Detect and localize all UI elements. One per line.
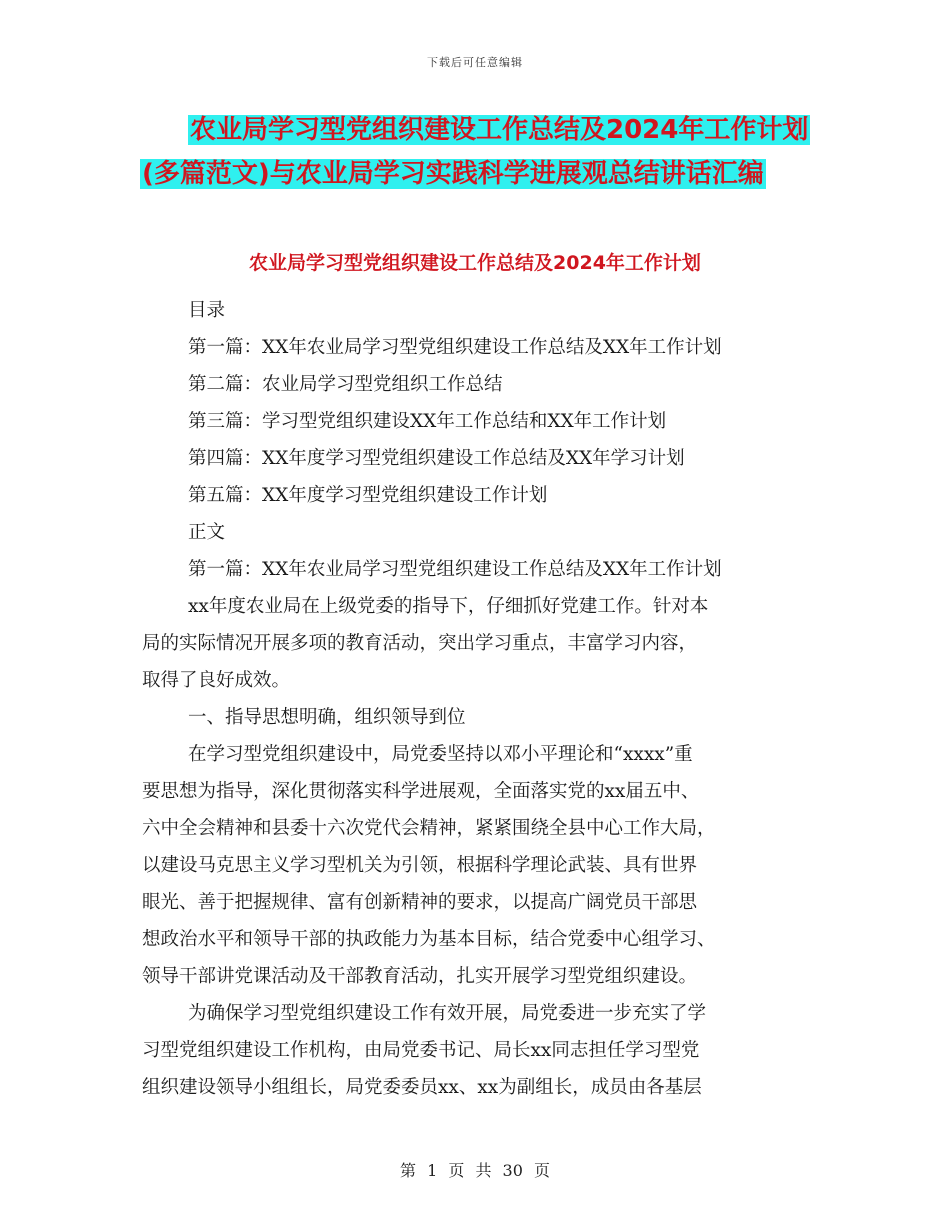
section-title: 农业局学习型党组织建设工作总结及2024年工作计划: [249, 252, 701, 274]
body-heading: 正文: [188, 522, 226, 543]
title-line-2-text: (多篇范文)与农业局学习实践科学进展观总结讲话汇编: [142, 159, 764, 189]
paragraph-line: 以建设马克思主义学习型机关为引领，根据科学理论武装、具有世界: [142, 855, 698, 876]
toc-item: 第四篇：XX年度学习型党组织建设工作总结及XX年学习计划: [188, 448, 685, 469]
paragraph-line: 为确保学习型党组织建设工作有效开展，局党委进一步充实了学: [188, 1003, 707, 1024]
paragraph-line: 要思想为指导，深化贯彻落实科学进展观，全面落实党的xx届五中、: [142, 781, 700, 802]
toc-item: 第二篇：农业局学习型党组织工作总结: [188, 374, 503, 395]
paragraph-line: 习型党组织建设工作机构，由局党委书记、局长xx同志担任学习型党: [142, 1040, 700, 1061]
paragraph-line: 领导干部讲党课活动及干部教育活动，扎实开展学习型党组织建设。: [142, 966, 698, 987]
toc-item: 第五篇：XX年度学习型党组织建设工作计划: [188, 485, 548, 506]
paragraph-line: xx年度农业局在上级党委的指导下，仔细抓好党建工作。针对本: [188, 596, 709, 617]
paragraph-line: 想政治水平和领导干部的执政能力为基本目标，结合党委中心组学习、: [142, 929, 716, 950]
page-footer: 第 1 页 共 30 页: [400, 1161, 550, 1180]
paragraph-line: 局的实际情况开展多项的教育活动，突出学习重点，丰富学习内容，: [142, 633, 698, 654]
paragraph-line: 组织建设领导小组组长，局党委委员xx、xx为副组长，成员由各基层: [142, 1077, 702, 1098]
title-line-1-text: 农业局学习型党组织建设工作总结及2024年工作计划: [190, 115, 809, 145]
document-title: [140, 108, 840, 196]
paragraph-line: 六中全会精神和县委十六次党代会精神，紧紧围绕全县中心工作大局，: [142, 818, 716, 839]
document-body: [142, 292, 812, 1106]
title-line-2: [140, 152, 840, 196]
paragraph-line: 眼光、善于把握规律、富有创新精神的要求，以提高广阔党员干部思: [142, 892, 698, 913]
section-heading: 一、指导思想明确，组织领导到位: [188, 707, 466, 728]
paragraph-line: 取得了良好成效。: [142, 670, 291, 691]
toc-item: 第三篇：学习型党组织建设XX年工作总结和XX年工作计划: [188, 411, 667, 432]
toc-item: 第一篇：XX年农业局学习型党组织建设工作总结及XX年工作计划: [188, 337, 722, 358]
toc-heading: 目录: [188, 300, 226, 321]
title-line-1: [140, 108, 840, 152]
header-note: 下载后可任意编辑: [427, 56, 523, 69]
paragraph-line: 在学习型党组织建设中，局党委坚持以邓小平理论和“xxxx”重: [188, 744, 693, 765]
article-title: 第一篇：XX年农业局学习型党组织建设工作总结及XX年工作计划: [188, 559, 722, 580]
